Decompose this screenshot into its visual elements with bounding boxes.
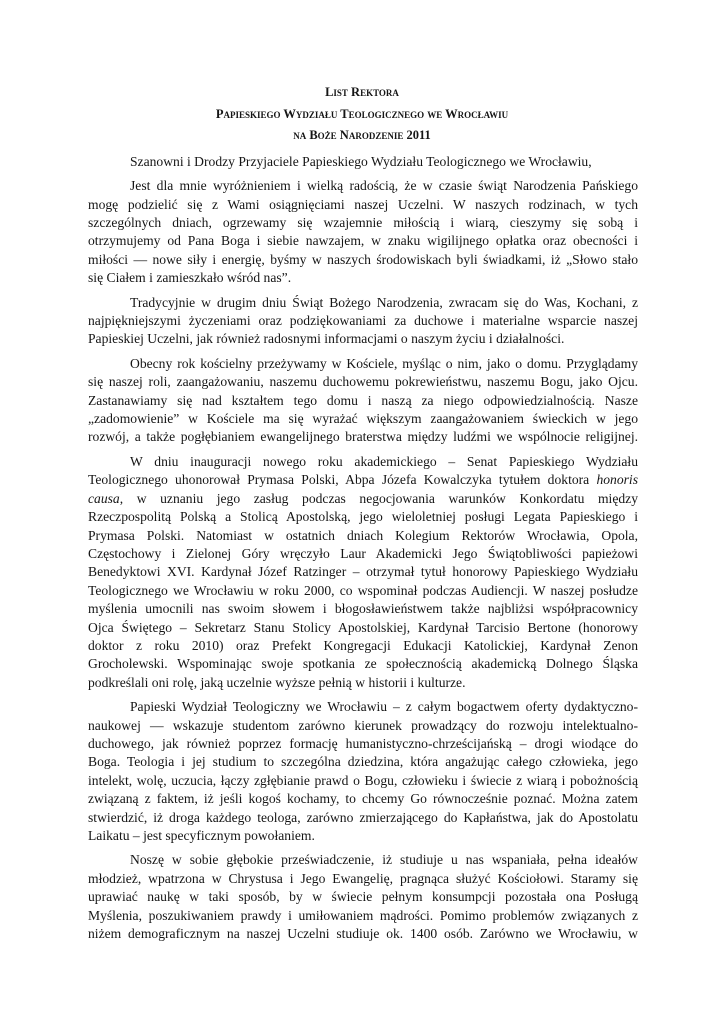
letter-title	[0, 82, 724, 147]
paragraph-line: Boga. Teologia i jej studium to szczególna dziedzina, która angażując całego człowieka, jego	[88, 754, 638, 770]
paragraph-line: Papieskiej Uczelni, jak również radosnymi informacjami o naszym życiu i działalności.	[88, 331, 565, 347]
title-line-1: List Rektora	[325, 85, 399, 99]
paragraph-line: Benedyktowi XVI. Kardynał Józef Ratzinger – otrzymał tytuł honorowy Papieskiego Wydziału	[88, 564, 638, 580]
paragraph-line: Papieski Wydział Teologiczny we Wrocławiu – z całym bogactwem oferty dydaktyczno-	[130, 699, 638, 715]
paragraph-line: doktor z roku 2010) oraz Prefekt Kongregacji Edukacji Katolickiej, Kardynał Zenon	[88, 637, 638, 653]
paragraph-line: Częstochowy i Zielonej Góry wręczyło Laur Akademicki Jego Świątobliwości papieżowi	[88, 545, 638, 561]
paragraph-line: niżem demograficznym na naszej Uczelni studiuje ok. 1400 osób. Zarówno we Wrocławiu, w	[88, 926, 638, 942]
italic-phrase: causa	[88, 490, 120, 506]
greeting: Szanowni i Drodzy Przyjaciele Papieskiego Wydziału Teologicznego we Wrocławiu,	[130, 153, 592, 169]
paragraph-line: Teologicznego we Wrocławiu w roku 2000, co wspominał podczas Audiencji. W naszej posłudze	[88, 582, 638, 598]
paragraph-line: młodzież, wpatrzona w Chrystusa i Jego Ewangelię, pragnąca służyć Kościołowi. Staramy się	[88, 870, 638, 886]
paragraph-line: Laikatu – jest specyficznym powołaniem.	[88, 828, 315, 844]
paragraph-line: miłości — nowe siły i energię, byśmy w naszych środowiskach byli świadkami, iż „Słowo stało	[88, 251, 638, 267]
paragraph-line: intelekt, wolę, uczucia, łączy zgłębianie prawd o Bogu, człowieku i świecie z wiarą i pobożnością	[88, 772, 638, 788]
line-text: Teologicznego uhonorował Prymasa Polski, Abpa Józefa Kowalczyka tytułem doktora	[88, 472, 597, 488]
title-line-3: na Boże Narodzenie 2011	[293, 128, 431, 142]
paragraph-line: podkreślali oni rolę, jaką uczelnie wyższe pełnią w historii i kulturze.	[88, 674, 466, 690]
paragraph-line: Grocholewski. Wspominając swoje spotkania ze społecznością akademicką Dolnego Śląska	[88, 656, 638, 672]
paragraph-2	[88, 294, 638, 349]
paragraph-line: się naszej roli, zaangażowaniu, naszemu duchowemu pokrewieństwu, naszemu Bogu, jako Ojcu.	[88, 374, 638, 390]
paragraph-line: Noszę w sobie głębokie przeświadczenie, iż studiuje u nas wspaniała, pełna ideałów	[130, 852, 638, 868]
paragraph-line	[88, 471, 638, 489]
paragraph-line: Ojca Świętego – Sekretarz Stanu Stolicy Apostolskiej, Kardynał Tarcisio Bertone (honorowy	[88, 619, 638, 635]
line-text: , w uznaniu jego zasług podczas negocjowania warunków Konkordatu między	[119, 490, 638, 506]
paragraph-1	[88, 177, 638, 287]
paragraph-line: W dniu inauguracji nowego roku akademickiego – Senat Papieskiego Wydziału	[130, 453, 638, 469]
paragraph-line: uprawiać naukę w taki sposób, by w świecie pełnym konsumpcji pozostała ona Posługą	[88, 889, 638, 905]
paragraph-4	[88, 453, 638, 692]
paragraph-line: szczególnych dniach, ogrzewamy się wzajemnie miłością i wiarą, cieszymy się sobą i	[88, 215, 638, 231]
paragraph-line: się Ciałem i zamieszkało wśród nas”.	[88, 270, 292, 286]
paragraph-line: Rzeczpospolitą Polską a Stolicą Apostolską, jego wieloletniej posługi Legata Papieskiego i	[88, 509, 638, 525]
paragraph-line: myślenia umocnili nas swoim słowem i błogosławieństwem także najbliżsi współpracownicy	[88, 601, 638, 617]
paragraph-line: związaną z faktem, iż jeśli kogoś kochamy, to chcemy Go równocześnie poznać. Można zatem	[88, 791, 638, 807]
paragraph-line: Myślenia, poszukiwaniem prawdy i umiłowaniem mądrości. Pomimo problemów związanych z	[88, 907, 638, 923]
paragraph-5	[88, 698, 638, 845]
paragraph-line: Jest dla mnie wyróżnieniem i wielką radością, że w czasie świąt Narodzenia Pańskiego	[130, 178, 638, 194]
italic-phrase: honoris	[596, 472, 638, 488]
letter-body	[88, 153, 638, 950]
paragraph-line: „zadomowienie” w Kościele ma się wyrażać większym zaangażowaniem świeckich w jego	[88, 411, 638, 427]
paragraph-line: duchowego, jak również poprzez formację humanistyczno-chrześcijańską – drogi wiodące do	[88, 735, 638, 751]
paragraph-line	[88, 490, 638, 508]
paragraph-line: mogę podzielić się z Wami osiągnięciami naszej Uczelni. W naszych rodzinach, w tych	[88, 196, 638, 212]
paragraph-line: rozwój, a także pogłębianiem ewangelijnego braterstwa między ludźmi we wspólnocie religijnej.	[88, 429, 638, 445]
paragraph-line: Prymasa Polski. Natomiast w ostatnich dniach Kolegium Rektorów Wrocławia, Opola,	[88, 527, 638, 543]
paragraph-line: najpiękniejszymi życzeniami oraz podziękowaniami za duchowe i materialne wsparcie naszej	[88, 313, 638, 329]
paragraph-line: Zastanawiamy się nad kształtem tego domu i naszą za niego odpowiedzialnością. Nasze	[88, 392, 638, 408]
paragraph-line: Obecny rok kościelny przeżywamy w Kościele, myśląc o nim, jako o domu. Przyglądamy	[130, 355, 638, 371]
paragraph-6	[88, 851, 638, 943]
paragraph-line: stwierdzić, iż droga każdego teologa, zarówno zmierzającego do Kapłaństwa, jak do Apostolatu	[88, 809, 638, 825]
paragraph-line: naukowej — wskazuje studentom zarówno kierunek prowadzący do rozwoju intelektualno-	[88, 717, 638, 733]
paragraph-line: Tradycyjnie w drugim dniu Świąt Bożego Narodzenia, zwracam się do Was, Kochani, z	[130, 294, 638, 310]
paragraph-line: otrzymujemy od Pana Boga i siebie nawzajem, w znaku wigilijnego opłatka oraz obecności i	[88, 233, 638, 249]
title-line-2: Papieskiego Wydziału Teologicznego we Wrocławiu	[215, 106, 509, 121]
paragraph-3	[88, 355, 638, 447]
